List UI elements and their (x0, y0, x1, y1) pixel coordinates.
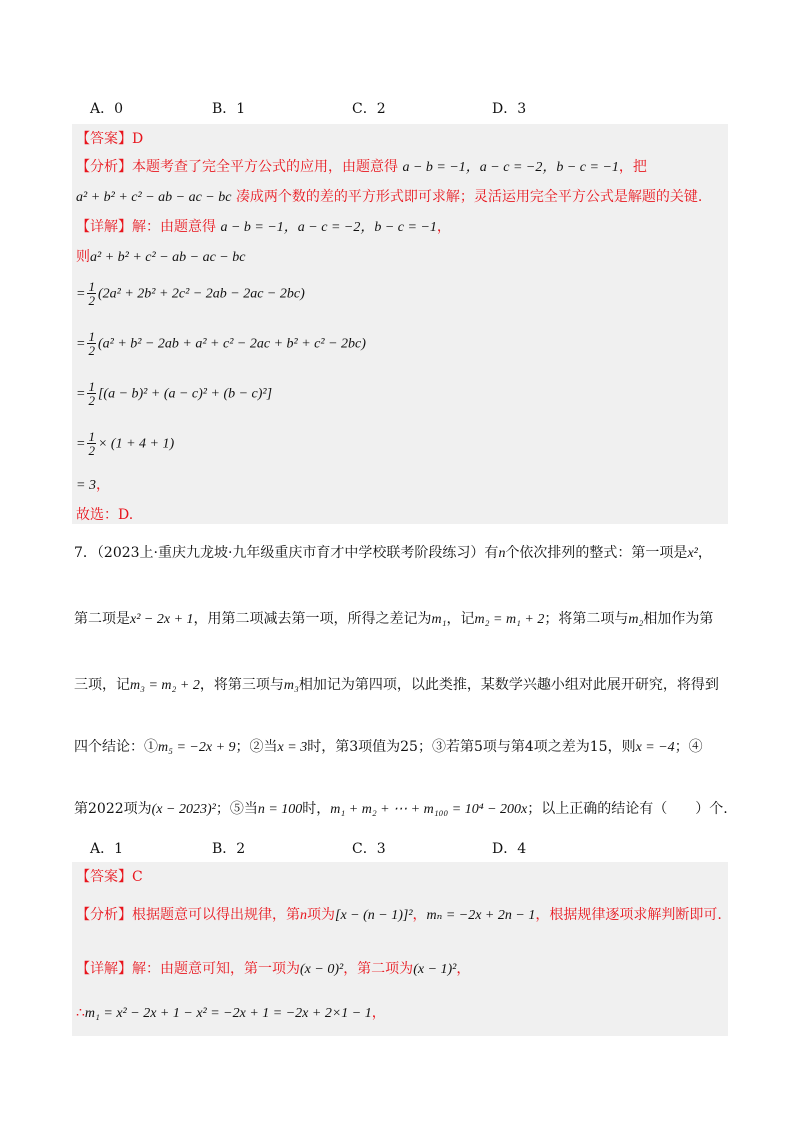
detail-end: ， (436, 219, 451, 235)
q6-step-3 (76, 380, 272, 407)
step-2-expr: (a² + b² − 2ab + a² + c² − 2ac + b² + c² − 2bc) (97, 336, 366, 352)
analysis-text: ，根据规律逐项求解判断即可. (535, 907, 722, 923)
analysis-tag: 【分析】 (76, 907, 132, 923)
q7-option-d: D．4 (492, 841, 527, 857)
q6-step-5 (76, 474, 110, 494)
fraction-half: $\frac{1}{2}$ (88, 279, 95, 308)
expr-m1: m₁ (431, 612, 447, 627)
expr-x2: x² (687, 546, 698, 561)
detail-text: 解：由题意得 (132, 219, 216, 235)
equals-sign: = (76, 386, 86, 402)
q6-answer-line (76, 128, 143, 148)
step-5-expr: = 3 (76, 478, 96, 493)
analysis-text: 根据题意可以得出规律，第 (132, 907, 300, 923)
step-1-expr: (2a² + 2b² + 2c² − 2ab − 2ac − 2bc) (97, 286, 305, 302)
expr-x3: x = 3 (277, 740, 308, 755)
expr-term-2022: (x − 2023)² (151, 802, 216, 817)
analysis-expr: a² + b² + c² − ab − ac − bc (76, 190, 232, 205)
expr-sum: m₁ + m₂ + ⋯ + m₁₀₀ = 10⁴ − 200x (330, 802, 528, 817)
q7-solution-block (72, 862, 728, 1036)
answer-value: D (132, 131, 144, 147)
detail-punct: ， (456, 961, 471, 977)
expr-m2-ref: m₂ (628, 612, 644, 627)
answer-tag: 【答案】 (76, 131, 132, 147)
analysis-text-2: 凑成两个数的差的平方形式即可求解；灵活运用完全平方公式是解题的关键. (235, 189, 703, 205)
q7-text: 三项，记 (74, 677, 130, 693)
q6-option-c: C．2 (352, 101, 386, 117)
q6-option-b: B．1 (212, 101, 246, 117)
equals-sign: = (76, 436, 86, 452)
q7-text: ；②当 (235, 739, 278, 755)
q6-option-a: A．0 (90, 101, 124, 117)
fraction-half: $\frac{1}{2}$ (88, 329, 95, 358)
q6-step-4 (76, 430, 174, 457)
analysis-ba: ，把 (618, 159, 647, 175)
q7-text: 第二项是 (74, 611, 130, 627)
q7-line-4 (74, 736, 703, 756)
q6-solution-block (72, 124, 728, 524)
q7-text: 第2022项为 (74, 801, 152, 817)
q7-analysis-line (76, 904, 722, 924)
then-expr: a² + b² + c² − ab − ac − bc (90, 250, 246, 265)
q7-option-b: B．2 (212, 841, 246, 857)
q7-text: ，将第三项与 (199, 677, 284, 693)
q6-step-1 (76, 280, 305, 307)
q7-text: ；以上正确的结论有（ ）个. (527, 801, 728, 817)
q7-text: 时，第3项值为25；③若第5项与第4项之差为15，则 (307, 739, 636, 755)
answer-value: C (132, 869, 143, 885)
equals-sign: = (76, 286, 86, 302)
then-word: 则 (76, 249, 90, 265)
var-n: n (498, 546, 506, 561)
detail-text: 解：由题意可知，第一项为 (132, 961, 300, 977)
q7-text: ；⑤当 (215, 801, 258, 817)
q7-text: ，记 (446, 611, 475, 627)
therefore-symbol: ∴ (76, 1005, 85, 1021)
expr-m3-ref: m₃ (283, 678, 299, 693)
q7-text: ；④ (674, 739, 703, 755)
q7-option-c: C．3 (352, 841, 386, 857)
choose-text: 故选：D. (76, 507, 134, 523)
q7-text: 相加记为第四项，以此类推，某数学兴趣小组对此展开研究，将得到 (298, 677, 719, 693)
q6-then-line (76, 246, 245, 266)
expr-second-term: x² − 2x + 1 (130, 612, 194, 627)
analysis-tag: 【分析】 (76, 159, 132, 175)
q7-punct: ， (697, 545, 712, 561)
q6-analysis-line-2 (76, 186, 702, 206)
step-4-expr: × (1 + 4 + 1) (97, 436, 175, 452)
expr-first-term: (x − 0)² (300, 962, 344, 977)
var-n: n (300, 908, 307, 923)
answer-tag: 【答案】 (76, 869, 132, 885)
expr-second-term: (x − 1)² (413, 962, 457, 977)
q6-analysis-line (76, 156, 647, 176)
expr-m1-derivation: m₁ = x² − 2x + 1 − x² = −2x + 1 = −2x + 2×1 − 1 (84, 1006, 372, 1021)
q6-option-d: D．3 (492, 101, 527, 117)
expr-n100: n = 100 (257, 802, 303, 817)
q6-detail-line (76, 216, 451, 236)
detail-tag: 【详解】 (76, 219, 132, 235)
q7-text: 相加作为第 (643, 611, 714, 627)
analysis-punct: ， (412, 907, 427, 923)
q7-text: ；将第二项与 (544, 611, 629, 627)
q7-line-1 (74, 542, 712, 562)
analysis-text: 项为 (307, 907, 335, 923)
q7-text: 四个结论：① (74, 739, 158, 755)
q7-line-3 (74, 674, 719, 694)
detail-text: ，第二项为 (343, 961, 414, 977)
expr-m2: m₂ = m₁ + 2 (474, 612, 545, 627)
step-5-end: ， (95, 477, 110, 493)
q6-choose-line (76, 504, 133, 524)
q6-step-2 (76, 330, 366, 357)
q7-source: 7．（2023上·重庆九龙坡·九年级重庆市育才中学校联考阶段练习）有 (74, 545, 499, 561)
q7-text: 个依次排列的整式：第一项是 (505, 545, 688, 561)
q7-option-a: A．1 (90, 841, 124, 857)
q7-text: 时， (302, 801, 331, 817)
q7-detail-line (76, 958, 470, 978)
q7-text: ，用第二项减去第一项，所得之差记为 (193, 611, 432, 627)
fraction-half: $\frac{1}{2}$ (88, 379, 95, 408)
q7-answer-line (76, 866, 143, 886)
step-3-expr: [(a − b)² + (a − c)² + (b − c)²] (97, 386, 273, 402)
analysis-math: a − b = −1，a − c = −2，b − c = −1 (402, 160, 619, 175)
detail-tag: 【详解】 (76, 961, 132, 977)
expr-nth-term: [x − (n − 1)]² (335, 908, 413, 923)
q7-therefore-line (76, 1002, 386, 1022)
expr-x-neg4: x = −4 (635, 740, 675, 755)
q7-line-5 (74, 798, 728, 818)
analysis-text: 本题考查了完全平方公式的应用，由题意得 (132, 159, 398, 175)
fraction-half: $\frac{1}{2}$ (88, 429, 95, 458)
expr-m3: m₃ = m₂ + 2 (130, 678, 200, 693)
equals-sign: = (76, 336, 86, 352)
expr-mn: mₙ = −2x + 2n − 1 (426, 908, 536, 923)
q7-line-2 (74, 608, 713, 628)
detail-end: ， (371, 1005, 386, 1021)
expr-m5: m₅ = −2x + 9 (158, 740, 236, 755)
detail-math: a − b = −1，a − c = −2，b − c = −1 (220, 220, 437, 235)
